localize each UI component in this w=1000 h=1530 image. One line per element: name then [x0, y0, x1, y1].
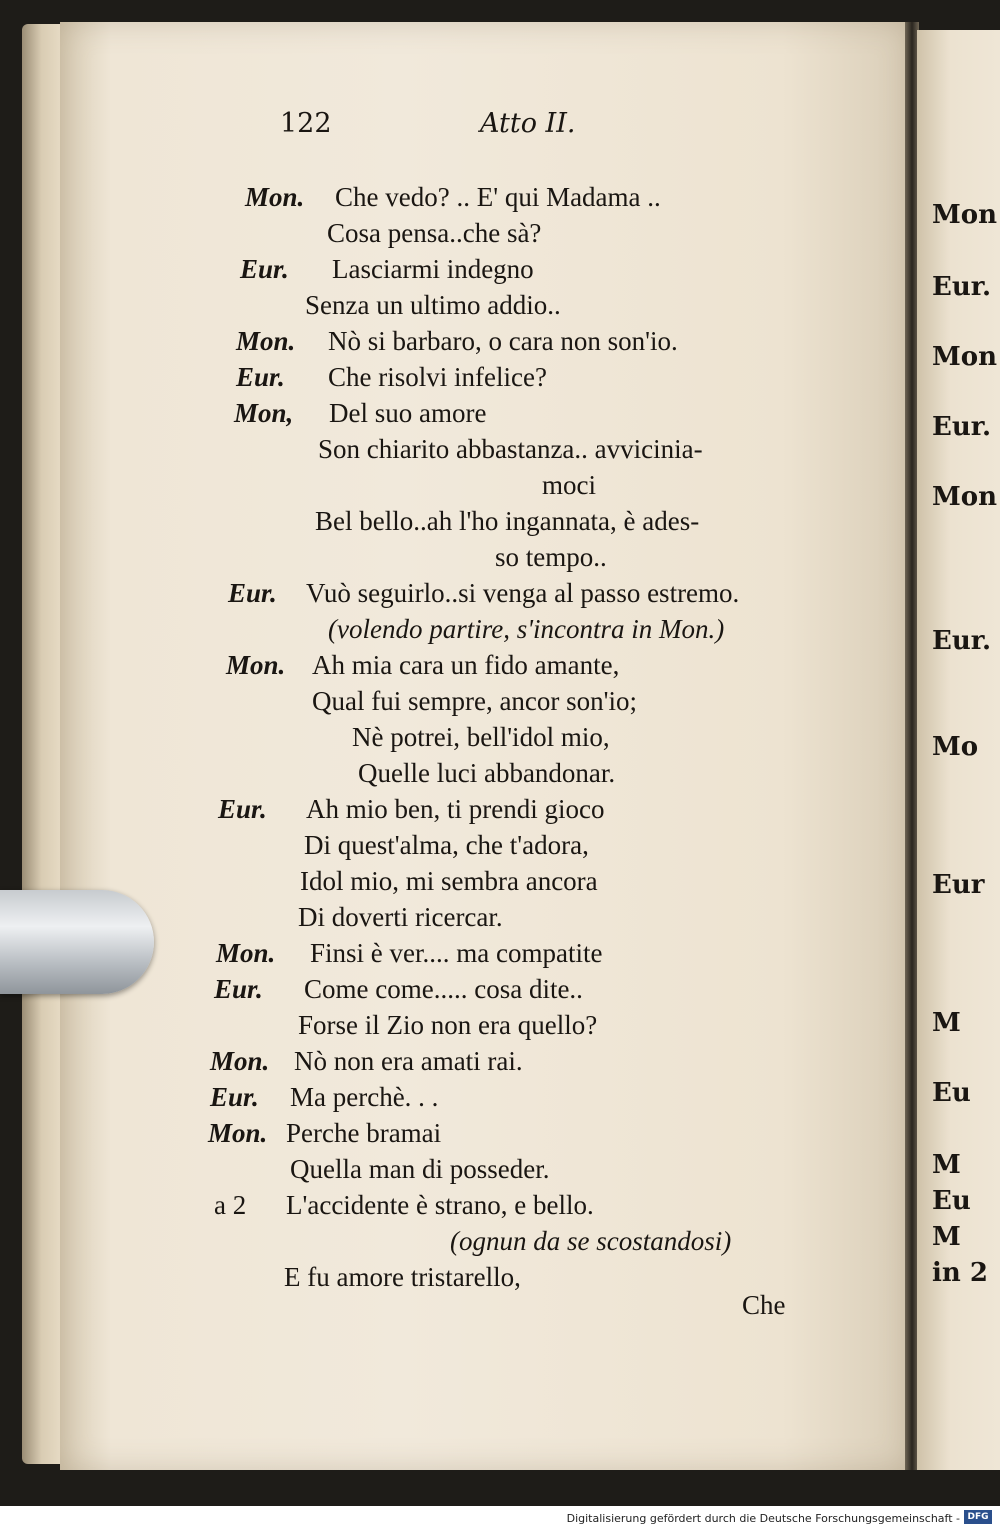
line-text: Qual fui sempre, ancor son'io;	[312, 686, 638, 716]
right-page-speaker: Mon	[932, 482, 998, 512]
text-line	[210, 1082, 438, 1113]
line-text: Lasciarmi indegno	[332, 254, 534, 284]
speaker: Eur.	[228, 578, 277, 608]
line-text: Quella man di posseder.	[290, 1154, 550, 1184]
catchword: Che	[742, 1290, 786, 1320]
line-text: Come come..... cosa dite..	[304, 974, 583, 1004]
line-text: E fu amore tristarello,	[284, 1262, 521, 1292]
speaker: Mon,	[234, 398, 294, 428]
speaker: Mon.	[236, 326, 296, 356]
text-line	[305, 290, 561, 321]
line-text: (ognun da se scostandosi)	[450, 1226, 732, 1256]
speaker: Mon.	[208, 1118, 268, 1148]
right-page-speaker: Eu	[932, 1078, 971, 1108]
text-line	[236, 362, 547, 393]
stage-direction	[450, 1226, 731, 1257]
line-text: Nò si barbaro, o cara non son'io.	[328, 326, 678, 356]
text-line	[218, 794, 604, 825]
page-clip	[0, 890, 154, 994]
text-line	[210, 1046, 523, 1077]
speaker: Mon.	[245, 182, 305, 212]
text-line	[318, 434, 703, 465]
line-text: Ah mio ben, ti prendi gioco	[306, 794, 605, 824]
act-title: Atto II.	[480, 108, 576, 139]
text-line	[228, 578, 739, 609]
text-line	[298, 1010, 597, 1041]
text-line	[236, 326, 678, 357]
right-page-speaker: Eur.	[932, 412, 992, 442]
line-text: Nò non era amati rai.	[294, 1046, 523, 1076]
line-text: Idol mio, mi sembra ancora	[300, 866, 598, 896]
line-text: Finsi è ver.... ma compatite	[310, 938, 603, 968]
text-line	[226, 650, 619, 681]
line-text: so tempo..	[495, 542, 607, 572]
text-line	[495, 542, 607, 573]
text-line	[327, 218, 541, 249]
line-text: Vuò seguirlo..si venga al passo estremo.	[306, 578, 740, 608]
right-page-speaker: Eur	[932, 870, 985, 900]
text-line	[284, 1262, 521, 1293]
text-line	[312, 686, 637, 717]
speaker: Mon.	[210, 1046, 270, 1076]
text-line	[352, 722, 610, 753]
line-text: Che vedo? .. E' qui Madama ..	[335, 182, 661, 212]
speaker: Mon.	[226, 650, 286, 680]
text-line	[298, 902, 503, 933]
text-line	[304, 830, 589, 861]
right-page-speaker: Mo	[932, 732, 979, 762]
text-line	[542, 470, 596, 501]
right-page-speaker: M	[932, 1008, 961, 1038]
text-line	[214, 1190, 594, 1221]
speaker: Eur.	[236, 362, 285, 392]
line-text: (volendo partire, s'incontra in Mon.)	[328, 614, 725, 644]
text-line	[300, 866, 598, 897]
text-line	[358, 758, 615, 789]
text-line	[208, 1118, 441, 1149]
text-line	[240, 254, 534, 285]
line-text: Forse il Zio non era quello?	[298, 1010, 598, 1040]
text-line	[245, 182, 661, 213]
right-page-speaker: M	[932, 1150, 961, 1180]
line-text: Ah mia cara un fido amante,	[312, 650, 620, 680]
line-text: Nè potrei, bell'idol mio,	[352, 722, 610, 752]
speaker: Eur.	[218, 794, 267, 824]
line-text: L'accidente è strano, e bello.	[286, 1190, 594, 1220]
page-number: 122	[280, 108, 332, 139]
speaker: Eur.	[214, 974, 263, 1004]
line-text: Quelle luci abbandonar.	[358, 758, 616, 788]
right-page-speaker: Mon	[932, 342, 998, 372]
text-line	[315, 506, 699, 537]
line-text: Cosa pensa..che sà?	[327, 218, 542, 248]
dfg-logo: DFG	[964, 1510, 992, 1524]
line-text: Son chiarito abbastanza.. avvicinia-	[318, 434, 703, 464]
line-text: Che risolvi infelice?	[328, 362, 547, 392]
footer-credit: Digitalisierung gefördert durch die Deutsche Forschungsgemeinschaft -	[566, 1512, 960, 1525]
speaker: Eur.	[240, 254, 289, 284]
line-text: moci	[542, 470, 596, 500]
stage-direction	[328, 614, 724, 645]
right-page-speaker: in 2	[932, 1258, 988, 1288]
text-line	[290, 1154, 549, 1185]
line-text: Di quest'alma, che t'adora,	[304, 830, 589, 860]
speaker: a 2	[214, 1190, 247, 1220]
line-text: Bel bello..ah l'ho ingannata, è ades-	[315, 506, 700, 536]
line-text: Del suo amore	[329, 398, 487, 428]
right-page-speaker: Mon	[932, 200, 998, 230]
right-page-speaker: Eur.	[932, 626, 992, 656]
text-line	[234, 398, 486, 429]
text-line	[216, 938, 602, 969]
speaker: Mon.	[216, 938, 276, 968]
speaker: Eur.	[210, 1082, 259, 1112]
right-page-speaker: M	[932, 1222, 961, 1252]
line-text: Ma perchè. . .	[290, 1082, 439, 1112]
text-line	[214, 974, 583, 1005]
line-text: Di doverti ricercar.	[298, 902, 503, 932]
line-text: Perche bramai	[286, 1118, 442, 1148]
right-page-speaker: Eur.	[932, 272, 992, 302]
right-page-speaker: Eu	[932, 1186, 971, 1216]
line-text: Senza un ultimo addio..	[305, 290, 561, 320]
